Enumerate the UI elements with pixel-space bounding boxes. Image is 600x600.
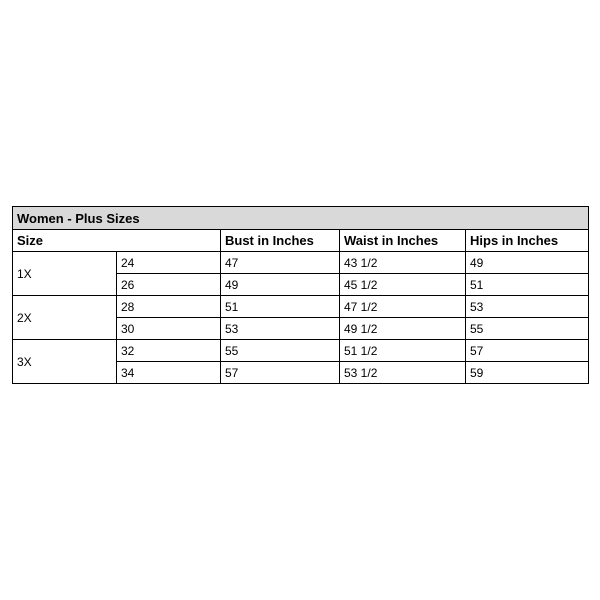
title-row [13, 207, 589, 230]
size-header: Size [13, 230, 221, 252]
numeric-size-cell: 26 [117, 274, 221, 296]
waist-cell: 51 1/2 [340, 340, 466, 362]
size-group-label: 1X [13, 252, 117, 296]
waist-cell: 47 1/2 [340, 296, 466, 318]
numeric-size-cell: 30 [117, 318, 221, 340]
waist-cell: 45 1/2 [340, 274, 466, 296]
hips-cell: 55 [466, 318, 589, 340]
hips-cell: 59 [466, 362, 589, 384]
size-group-label: 2X [13, 296, 117, 340]
hips-cell: 53 [466, 296, 589, 318]
bust-cell: 49 [221, 274, 340, 296]
bust-cell: 47 [221, 252, 340, 274]
bust-cell: 53 [221, 318, 340, 340]
hips-cell: 49 [466, 252, 589, 274]
numeric-size-cell: 32 [117, 340, 221, 362]
table-row [13, 296, 589, 318]
bust-cell: 57 [221, 362, 340, 384]
size-group-label: 3X [13, 340, 117, 384]
waist-cell: 49 1/2 [340, 318, 466, 340]
bust-header: Bust in Inches [221, 230, 340, 252]
numeric-size-cell: 24 [117, 252, 221, 274]
numeric-size-cell: 28 [117, 296, 221, 318]
hips-header: Hips in Inches [466, 230, 589, 252]
table-title: Women - Plus Sizes [13, 207, 589, 230]
waist-cell: 43 1/2 [340, 252, 466, 274]
table-row [13, 252, 589, 274]
table-row [13, 340, 589, 362]
size-chart-table [12, 206, 589, 384]
header-row [13, 230, 589, 252]
waist-header: Waist in Inches [340, 230, 466, 252]
bust-cell: 51 [221, 296, 340, 318]
hips-cell: 51 [466, 274, 589, 296]
bust-cell: 55 [221, 340, 340, 362]
waist-cell: 53 1/2 [340, 362, 466, 384]
hips-cell: 57 [466, 340, 589, 362]
numeric-size-cell: 34 [117, 362, 221, 384]
